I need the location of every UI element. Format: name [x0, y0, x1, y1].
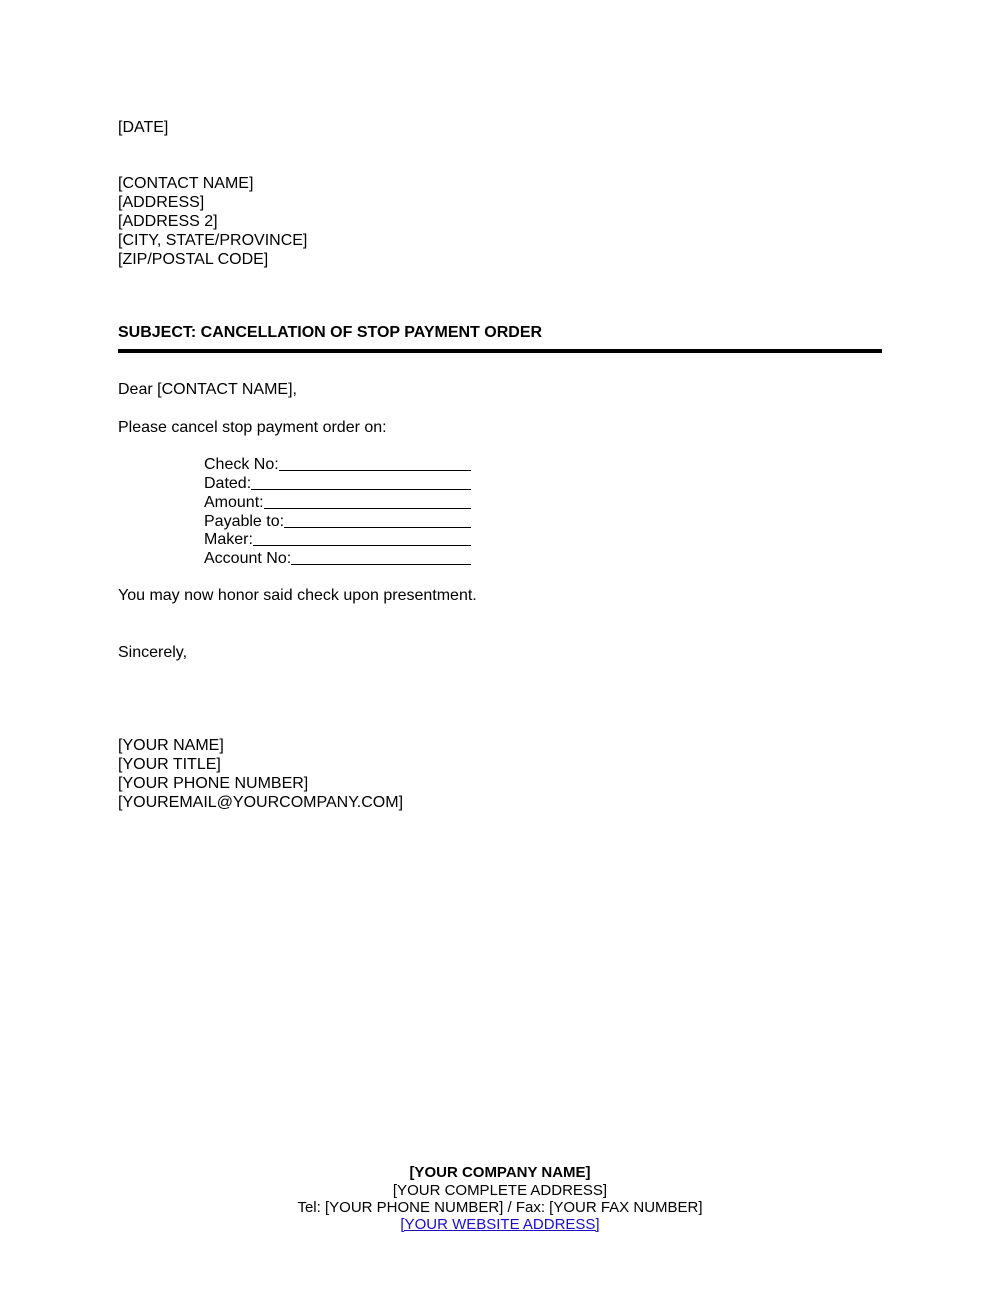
recipient-zip: [ZIP/POSTAL CODE]	[118, 251, 269, 268]
recipient-contact-name: [CONTACT NAME]	[118, 175, 254, 192]
field-label: Amount:	[204, 494, 264, 511]
field-dated	[204, 474, 471, 493]
field-blank-line	[291, 550, 471, 565]
recipient-city-state: [CITY, STATE/PROVINCE]	[118, 232, 308, 249]
subject-divider	[118, 349, 882, 353]
subject-line: SUBJECT: CANCELLATION OF STOP PAYMENT ORDER	[118, 324, 543, 341]
field-label: Check No:	[204, 456, 279, 473]
field-blank-line	[284, 513, 471, 528]
field-payable-to	[204, 512, 471, 531]
field-label: Payable to:	[204, 513, 285, 530]
signature-title: [YOUR TITLE]	[118, 756, 221, 773]
field-check-no	[204, 455, 471, 474]
field-account-no	[204, 549, 471, 568]
field-label: Maker:	[204, 531, 253, 548]
signature-phone: [YOUR PHONE NUMBER]	[118, 775, 309, 792]
closing: Sincerely,	[118, 644, 188, 661]
field-amount	[204, 493, 471, 512]
field-blank-line	[253, 531, 471, 546]
field-blank-line	[251, 475, 471, 490]
recipient-address: [ADDRESS]	[118, 194, 205, 211]
footer-contact: Tel: [YOUR PHONE NUMBER] / Fax: [YOUR FAX NUMBER]	[297, 1199, 703, 1216]
field-label: Dated:	[204, 475, 252, 492]
footer-company-name: [YOUR COMPANY NAME]	[409, 1164, 591, 1181]
field-label: Account No:	[204, 550, 292, 567]
salutation: Dear [CONTACT NAME],	[118, 381, 297, 398]
field-blank-line	[264, 494, 471, 509]
letter-date: [DATE]	[118, 119, 169, 136]
field-blank-line	[279, 456, 471, 471]
recipient-address-2: [ADDRESS 2]	[118, 213, 218, 230]
field-maker	[204, 530, 471, 549]
body-paragraph: You may now honor said check upon presentment.	[118, 587, 477, 604]
signature-email: [YOUREMAIL@YOURCOMPANY.COM]	[118, 794, 404, 811]
intro-paragraph: Please cancel stop payment order on:	[118, 419, 387, 436]
signature-name: [YOUR NAME]	[118, 737, 224, 754]
footer-website-row	[0, 1216, 1000, 1233]
footer-website-link[interactable]: [YOUR WEBSITE ADDRESS]	[400, 1216, 600, 1233]
footer-address: [YOUR COMPLETE ADDRESS]	[392, 1182, 608, 1199]
